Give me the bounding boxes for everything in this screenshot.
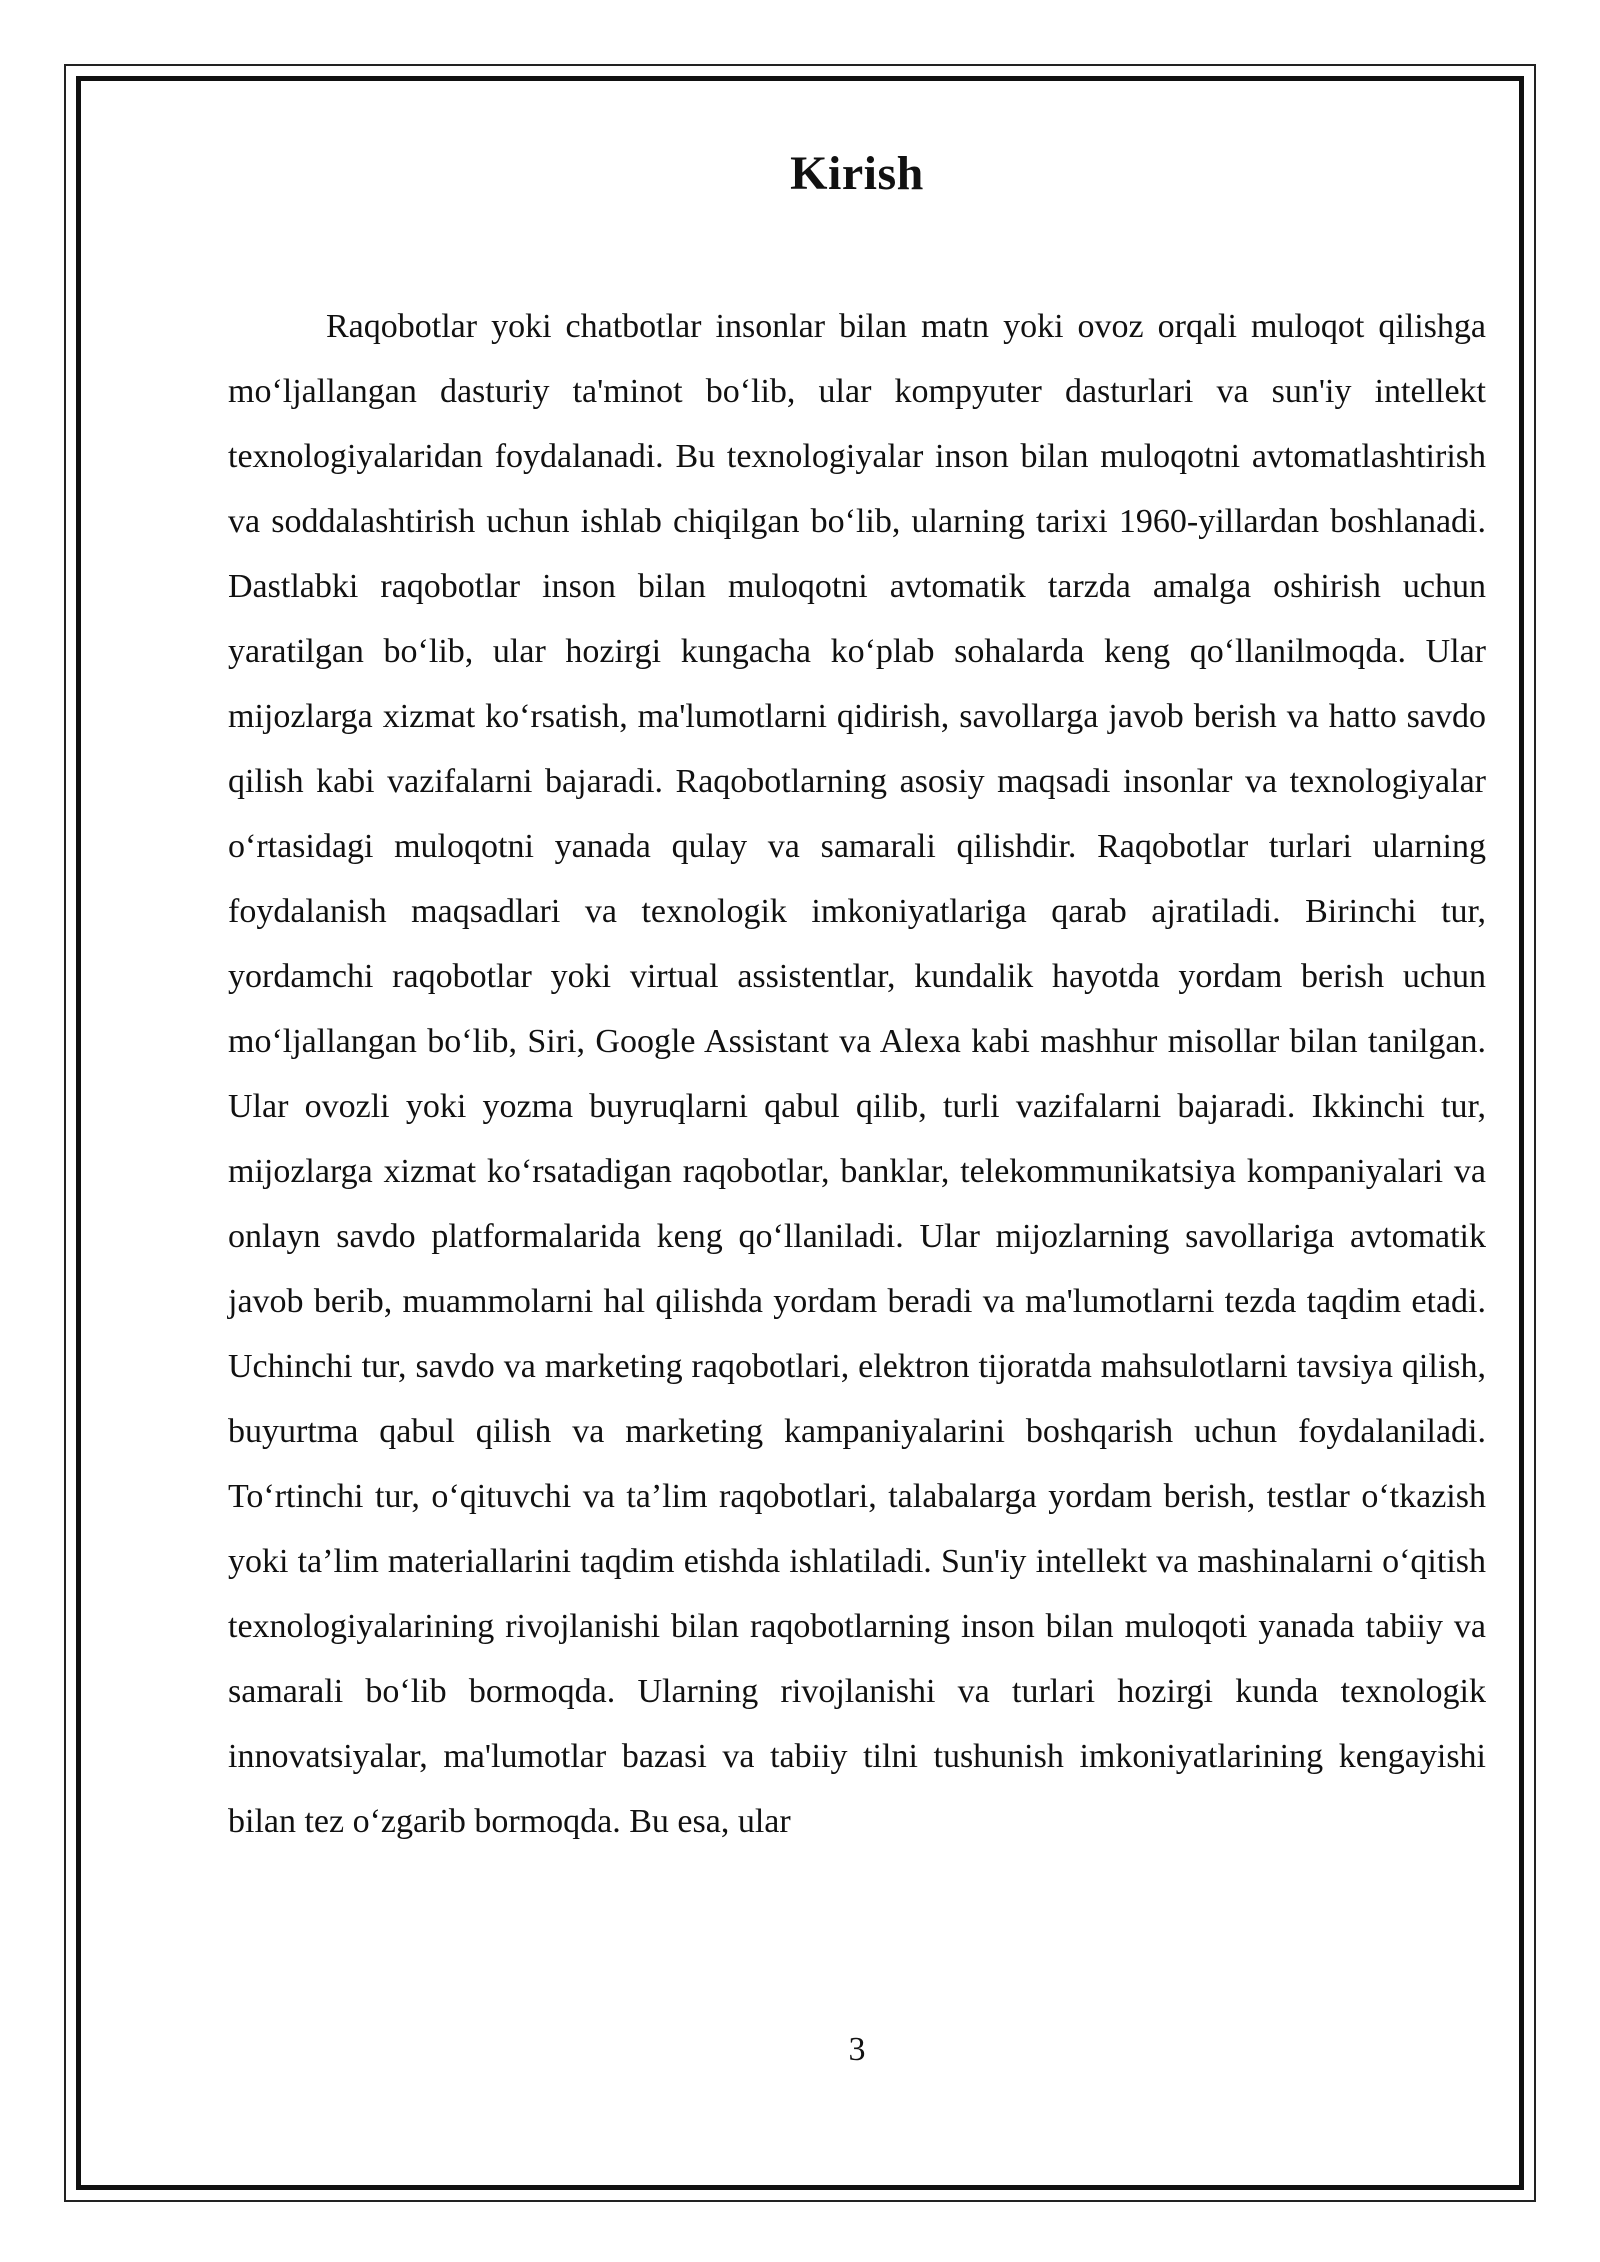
body-paragraph: Raqobotlar yoki chatbotlar insonlar bilan matn yoki ovoz orqali muloqot qilishga mo‘ljallangan dasturiy ta'minot bo‘lib, ular kompyuter dasturlari va sun'iy intellekt texnologiyalaridan foydalanadi. Bu texnologiyalar inson bilan muloqotni avtomatlashtirish va soddalashtirish uchun ishlab chiqilgan bo‘lib, ularning tarixi 1960-yillardan boshlanadi. Dastlabki raqobotlar inson bilan muloqotni avtomatik tarzda amalga oshirish uchun yaratilgan bo‘lib, ular hozirgi kungacha ko‘plab sohalarda keng qo‘llanilmoqda. Ular mijozlarga xizmat ko‘rsatish, ma'lumotlarni qidirish, savollarga javob berish va hatto savdo qilish kabi vazifalarni bajaradi. Raqobotlarning asosiy maqsadi insonlar va texnologiyalar o‘rtasidagi muloqotni yanada qulay va samarali qilishdir. Raqobotlar turlari ularning foydalanish maqsadlari va texnologik imkoniyatlariga qarab ajratiladi. Birinchi tur, yordamchi raqobotlar yoki virtual assistentlar, kundalik hayotda yordam berish uchun mo‘ljallangan bo‘lib, Siri, Google Assistant va Alexa kabi mashhur misollar bilan tanilgan. Ular ovozli yoki yozma buyruqlarni qabul qilib, turli vazifalarni bajaradi. Ikkinchi tur, mijozlarga xizmat ko‘rsatadigan raqobotlar, banklar, telekommunikatsiya kompaniyalari va onlayn savdo platformalarida keng qo‘llaniladi. Ular mijozlarning savollariga avtomatik javob berib, muammolarni hal qilishda yordam beradi va ma'lumotlarni tezda taqdim etadi. Uchinchi tur, savdo va marketing raqobotlari, elektron tijoratda mahsulotlarni tavsiya qilish, buyurtma qabul qilish va marketing kampaniyalarini boshqarish uchun foydalaniladi. To‘rtinchi tur, o‘qituvchi va ta’lim raqobotlari, talabalarga yordam berish, testlar o‘tkazish yoki ta’lim materiallarini taqdim etishda ishlatiladi. Sun'iy intellekt va mashinalarni o‘qitish texnologiyalarining rivojlanishi bilan raqobotlarning inson bilan muloqoti yanada tabiiy va samarali bo‘lib bormoqda. Ularning rivojlanishi va turlari hozirgi kunda texnologik innovatsiyalar, ma'lumotlar bazasi va tabiiy tilni tushunish imkoniyatlarining kengayishi bilan tez o‘zgarib bormoqda. Bu esa, ular: [228, 308, 1486, 1840]
page-number: 3: [848, 2031, 866, 2068]
page-title: Kirish: [790, 147, 924, 200]
